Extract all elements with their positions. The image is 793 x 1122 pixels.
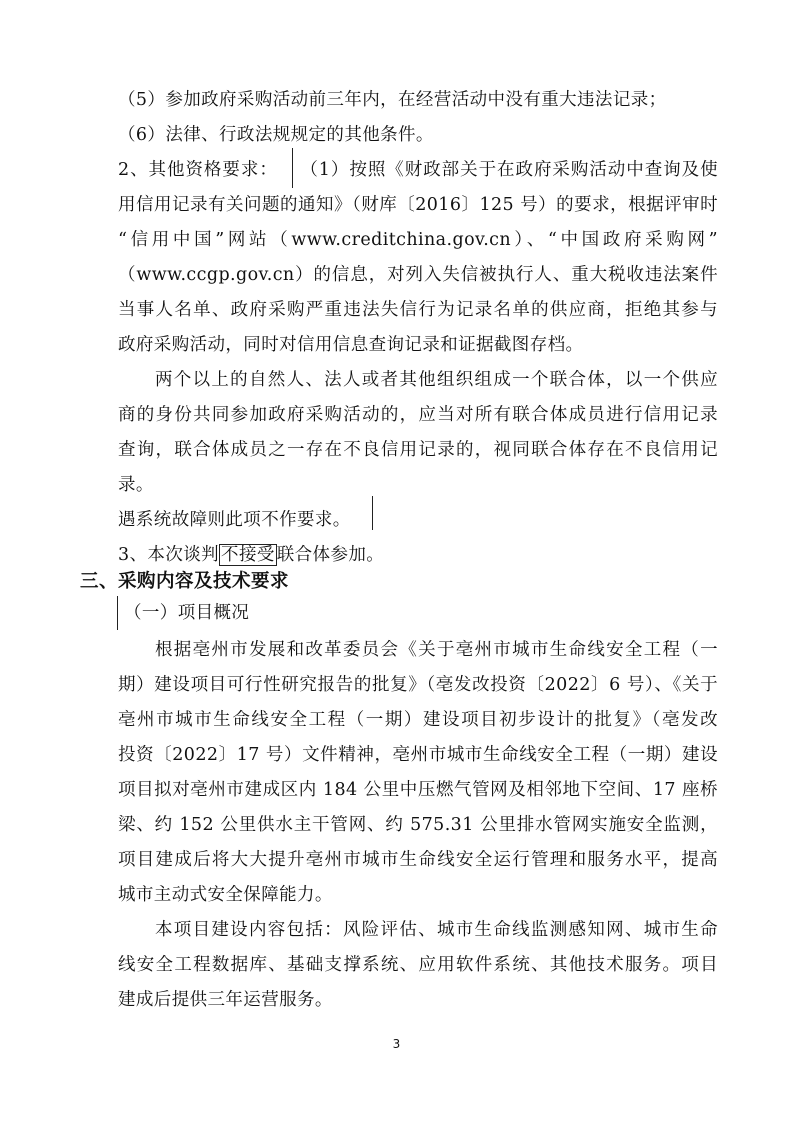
edit-cursor-mark <box>117 596 118 630</box>
text-line: 梁、约 152 公里供水主干管网、约 575.31 公里排水管网实施安全监测， <box>118 815 718 835</box>
text-line: 期）建设项目可行性研究报告的批复》（亳发改投资〔2022〕6 号）、《关于 <box>118 675 718 695</box>
text-line: 项目建成后将大大提升亳州市城市生命线安全运行管理和服务水平，提高 <box>118 850 718 870</box>
text-line: 投资〔2022〕17 号）文件精神，亳州市城市生命线安全工程（一期）建设 <box>118 745 718 765</box>
text-line <box>118 543 718 567</box>
text-line: 政府采购活动，同时对信用信息查询记录和证据截图存档。 <box>118 335 584 355</box>
text-line: 录。 <box>118 475 154 495</box>
text-line: “信用中国”网站（www.creditchina.gov.cn）、“中国政府采购网” <box>118 230 718 250</box>
text-line: 用信用记录有关问题的通知》（财库〔2016〕125 号）的要求，根据评审时 <box>118 195 718 215</box>
subsection-heading: （一）项目概况 <box>124 603 250 623</box>
text-line: 城市主动式安全保障能力。 <box>118 885 333 905</box>
text-line: 亳州市城市生命线安全工程（一期）建设项目初步设计的批复》（亳发改 <box>118 710 718 730</box>
text-line: 本项目建设内容包括：风险评估、城市生命线监测感知网、城市生命 <box>155 920 718 940</box>
text-line: （www.ccgp.gov.cn）的信息，对列入失信被执行人、重大税收违法案件 <box>118 265 718 285</box>
edit-cursor-mark <box>372 496 373 530</box>
text-line: 建成后提供三年运营服务。 <box>118 990 333 1010</box>
edit-cursor-mark <box>292 148 293 188</box>
text-line: 商的身份共同参加政府采购活动的，应当对所有联合体成员进行信用记录 <box>118 405 718 425</box>
text-line: 项目拟对亳州市建成区内 184 公里中压燃气管网及相邻地下空间、17 座桥 <box>118 780 718 800</box>
text-line: 线安全工程数据库、基础支撑系统、应用软件系统、其他技术服务。项目 <box>118 955 718 975</box>
text-line: （6）法律、行政法规规定的其他条件。 <box>118 125 434 145</box>
page-number: 3 <box>392 1037 401 1051</box>
text-line: 两个以上的自然人、法人或者其他组织组成一个联合体，以一个供应 <box>155 370 718 390</box>
text-line: 查询，联合体成员之一存在不良信用记录的，视同联合体存在不良信用记 <box>118 440 718 460</box>
text-line: 遇系统故障则此项不作要求。 <box>118 510 351 530</box>
text-span: 3、本次谈判 <box>118 545 220 565</box>
section-heading: 三、采购内容及技术要求 <box>80 571 290 592</box>
text-line: 当事人名单、政府采购严重违法失信行为记录名单的供应商，拒绝其参与 <box>118 300 718 320</box>
text-line: （5）参加政府采购活动前三年内，在经营活动中没有重大违法记录； <box>118 90 667 110</box>
text-span: 联合体参加。 <box>276 545 385 565</box>
text-line <box>118 158 718 182</box>
text-line: 根据亳州市发展和改革委员会《关于亳州市城市生命线安全工程（一 <box>155 640 718 660</box>
other-qualification-label: 2、其他资格要求： <box>118 160 278 180</box>
text-span: （1）按照《财政部关于在政府采购活动中查询及使 <box>299 160 718 180</box>
highlighted-term: 不接受 <box>221 545 275 565</box>
